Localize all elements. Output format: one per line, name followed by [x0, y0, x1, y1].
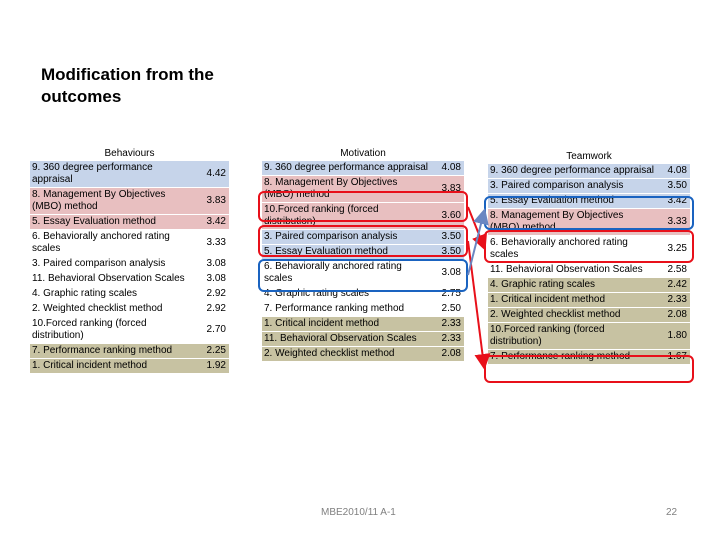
method-label: 9. 360 degree performance appraisal	[262, 161, 431, 176]
score-value: 3.60	[431, 203, 464, 230]
score-value: 3.33	[657, 209, 690, 236]
score-value: 3.83	[196, 188, 229, 215]
method-label: 5. Essay Evaluation method	[30, 215, 196, 230]
score-value: 3.42	[196, 215, 229, 230]
score-value: 4.42	[196, 161, 229, 188]
method-label: 3. Paired comparison analysis	[30, 257, 196, 272]
score-value: 2.50	[431, 302, 464, 317]
score-value: 2.25	[196, 344, 229, 359]
score-value: 3.83	[431, 176, 464, 203]
score-value: 2.33	[431, 332, 464, 347]
method-label: 8. Management By Objectives (MBO) method	[262, 176, 431, 203]
method-label: 1. Critical incident method	[30, 359, 196, 374]
score-value: 2.75	[431, 287, 464, 302]
method-label: 2. Weighted checklist method	[30, 302, 196, 317]
score-value: 2.92	[196, 287, 229, 302]
score-value: 3.50	[431, 245, 464, 260]
score-value: 2.08	[431, 347, 464, 362]
score-value: 2.08	[657, 308, 690, 323]
method-label: 9. 360 degree performance appraisal	[30, 161, 196, 188]
score-value: 4.08	[431, 161, 464, 176]
method-label: 3. Paired comparison analysis	[262, 230, 431, 245]
method-label: 5. Essay Evaluation method	[262, 245, 431, 260]
method-label: 2. Weighted checklist method	[262, 347, 431, 362]
method-label: 6. Behaviorally anchored rating scales	[30, 230, 196, 257]
page-number: 22	[666, 507, 678, 518]
score-value: 4.08	[657, 164, 690, 179]
score-value: 2.33	[431, 317, 464, 332]
method-label: 7. Performance ranking method	[488, 350, 657, 365]
score-value: 1.80	[657, 323, 690, 350]
score-value: 2.92	[196, 302, 229, 317]
method-label: 4. Graphic rating scales	[262, 287, 431, 302]
score-value: 3.33	[196, 230, 229, 257]
method-label: 1. Critical incident method	[488, 293, 657, 308]
method-label: 7. Performance ranking method	[30, 344, 196, 359]
method-label: 1. Critical incident method	[262, 317, 431, 332]
score-value: 2.42	[657, 278, 690, 293]
score-value: 3.08	[431, 260, 464, 287]
teamwork-table-title: Teamwork	[566, 151, 612, 162]
score-value: 3.50	[657, 179, 690, 194]
method-label: 6. Behaviorally anchored rating scales	[262, 260, 431, 287]
method-label: 10.Forced ranking (forced distribution)	[262, 203, 431, 230]
arrow-forced-ranking-to-teamwork	[468, 241, 484, 366]
method-label: 11. Behavioral Observation Scales	[262, 332, 431, 347]
method-label: 4. Graphic rating scales	[30, 287, 196, 302]
method-label: 6. Behaviorally anchored rating scales	[488, 236, 657, 263]
score-value: 3.08	[196, 272, 229, 287]
behaviours-table-title: Behaviours	[104, 148, 155, 159]
score-value: 3.08	[196, 257, 229, 272]
method-label: 7. Performance ranking method	[262, 302, 431, 317]
footer-center-text: MBE2010/11 A-1	[321, 507, 396, 518]
method-label: 11. Behavioral Observation Scales	[30, 272, 196, 287]
method-label: 8. Management By Objectives (MBO) method	[30, 188, 196, 215]
score-value: 2.33	[657, 293, 690, 308]
method-label: 2. Weighted checklist method	[488, 308, 657, 323]
method-label: 5. Essay Evaluation method	[488, 194, 657, 209]
method-label: 11. Behavioral Observation Scales	[488, 263, 657, 278]
method-label: 4. Graphic rating scales	[488, 278, 657, 293]
score-value: 3.42	[657, 194, 690, 209]
method-label: 3. Paired comparison analysis	[488, 179, 657, 194]
score-value: 1.67	[657, 350, 690, 365]
method-label: 10.Forced ranking (forced distribution)	[488, 323, 657, 350]
score-value: 3.25	[657, 236, 690, 263]
method-label: 10.Forced ranking (forced distribution)	[30, 317, 196, 344]
method-label: 9. 360 degree performance appraisal	[488, 164, 657, 179]
score-value: 2.70	[196, 317, 229, 344]
score-value: 2.58	[657, 263, 690, 278]
method-label: 8. Management By Objectives (MBO) method	[488, 209, 657, 236]
slide-title: Modification from the outcomes	[41, 65, 214, 106]
score-value: 1.92	[196, 359, 229, 374]
motivation-table-title: Motivation	[340, 148, 386, 159]
score-value: 3.50	[431, 230, 464, 245]
